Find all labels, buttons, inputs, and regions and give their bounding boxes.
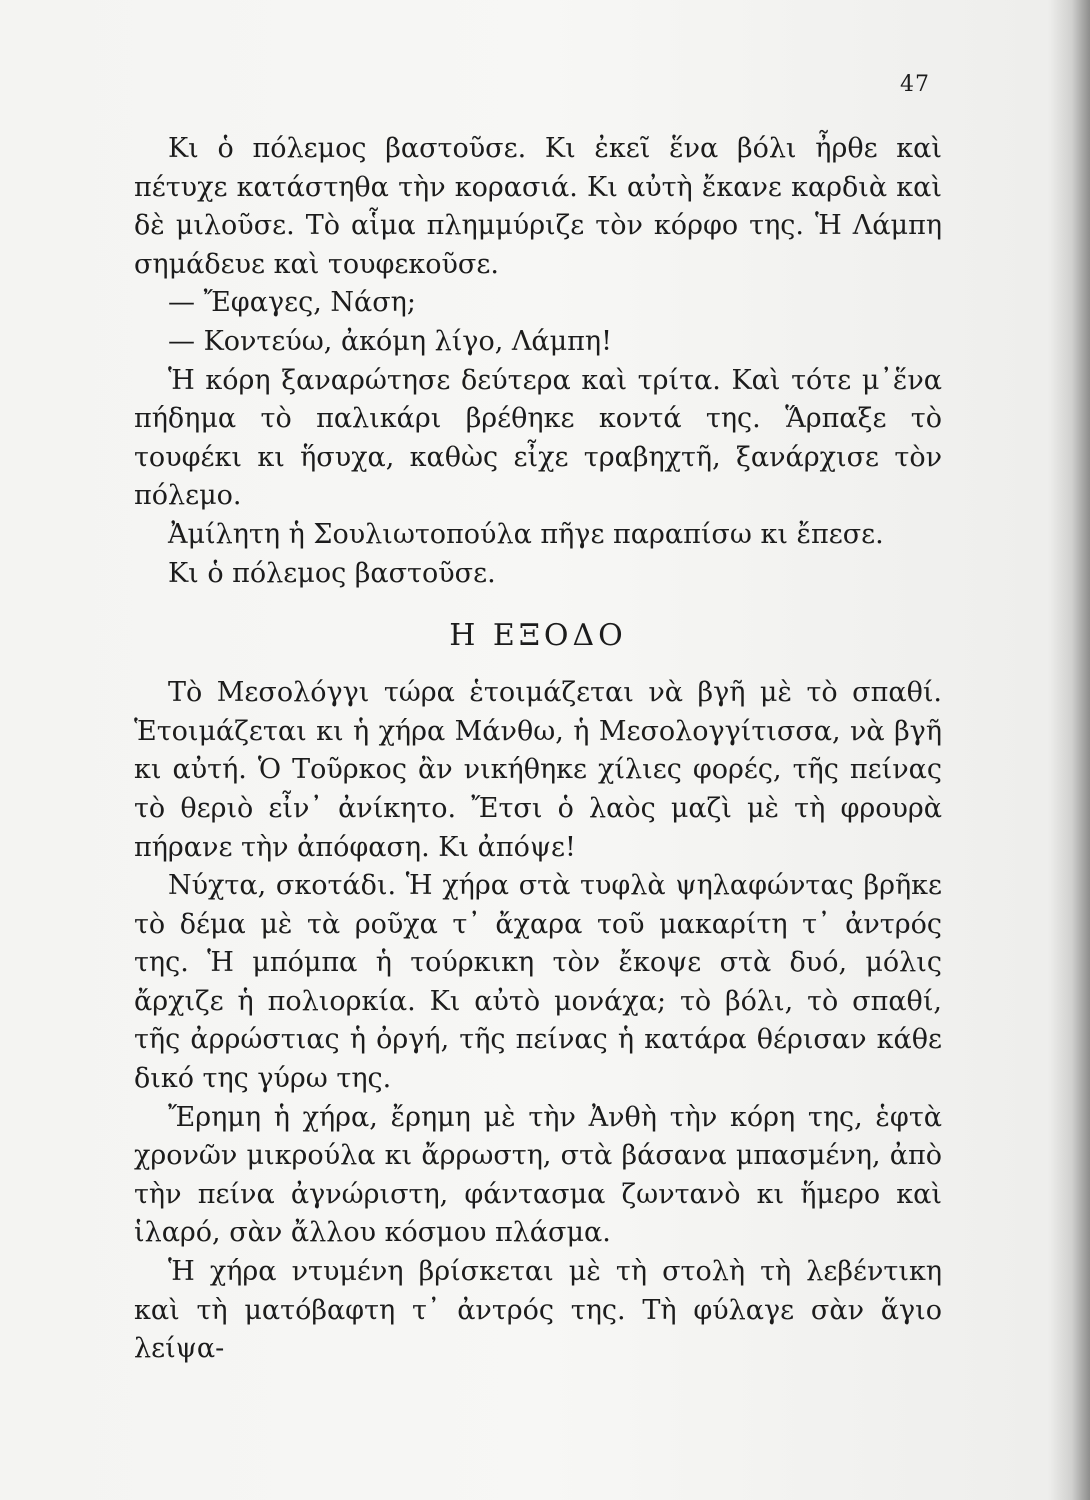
paragraph: Τὸ Μεσολόγγι τώρα ἑτοιμάζεται νὰ βγῆ μὲ τὸ σπαθί. Ἑτοιμάζεται κι ἡ χήρα Μάνθω, ἡ Μεσολογγίτισσα, νὰ βγῆ κι αὐτή. Ὁ Τοῦρκος ἂν νικήθηκε χίλιες φορές, τῆς πείνας τὸ θεριὸ εἶν᾽ ἀνίκητο. Ἔτσι ὁ λαὸς μαζὶ μὲ τὴ φρουρὰ πήρανε τὴν ἀπόφαση. Κι ἀπόψε!	[134, 677, 942, 863]
page-edge-shadow	[1050, 0, 1090, 1500]
paragraph: Κι ὁ πόλεμος βαστοῦσε. Κι ἐκεῖ ἕνα βόλι ἦρθε καὶ πέτυχε κατάστηθα τὴν κορασιά. Κι αὐτὴ ἔκανε καρδιὰ καὶ δὲ μιλοῦσε. Τὸ αἷμα πλημμύριζε τὸν κόρφο της. Ἡ Λάμπη σημάδευε καὶ τουφεκοῦσε.	[134, 133, 942, 280]
paragraph: Ἡ χήρα ντυμένη βρίσκεται μὲ τὴ στολὴ τὴ λεβέντικη καὶ τὴ ματόβαφτη τ᾽ ἀντρός της. Τὴ φύλαγε σὰν ἅγιο λείψα-	[134, 1256, 942, 1365]
dialogue-line: — Ἔφαγες, Νάση;	[168, 287, 416, 319]
page-number: 47	[900, 72, 930, 97]
paragraph: Νύχτα, σκοτάδι. Ἡ χήρα στὰ τυφλὰ ψηλαφώντας βρῆκε τὸ δέμα μὲ τὰ ροῦχα τ᾽ ἄχαρα τοῦ μακαρίτη τ᾽ ἀντρός της. Ἡ μπόμπα ἡ τούρκικη τὸν ἔκοψε στὰ δυό, μόλις ἄρχιζε ἡ πολιορκία. Κι αὐτὸ μονάχα; τὸ βόλι, τὸ σπαθί, τῆς ἀρρώστιας ἡ ὀργή, τῆς πείνας ἡ κατάρα θέρισαν κάθε δικό της γύρω της.	[134, 870, 942, 1095]
section-heading: Η ΕΞΟΔΟ	[449, 618, 627, 654]
page-body	[134, 130, 942, 1369]
dialogue-line: — Κοντεύω, ἀκόμη λίγο, Λάμπη!	[168, 325, 612, 357]
paragraph: Κι ὁ πόλεμος βαστοῦσε.	[168, 557, 496, 589]
paragraph: Ἀμίλητη ἡ Σουλιωτοπούλα πῆγε παραπίσω κι ἔπεσε.	[168, 518, 884, 550]
paragraph: Ἡ κόρη ξαναρώτησε δεύτερα καὶ τρίτα. Καὶ τότε μ᾽ἕνα πήδημα τὸ παλικάρι βρέθηκε κοντά της. Ἅρπαξε τὸ τουφέκι κι ἥσυχα, καθὼς εἶχε τραβηχτῆ, ξανάρχισε τὸν πόλεμο.	[134, 364, 942, 512]
paragraph: Ἔρημη ἡ χήρα, ἔρημη μὲ τὴν Ἀνθὴ τὴν κόρη της, ἑφτὰ χρονῶν μικρούλα κι ἄρρωστη, στὰ βάσανα μπασμένη, ἀπὸ τὴν πείνα ἀγνώριστη, φάντασμα ζωντανὸ κι ἥμερο καὶ ἱλαρό, σὰν ἄλλου κόσμου πλάσμα.	[134, 1101, 942, 1249]
